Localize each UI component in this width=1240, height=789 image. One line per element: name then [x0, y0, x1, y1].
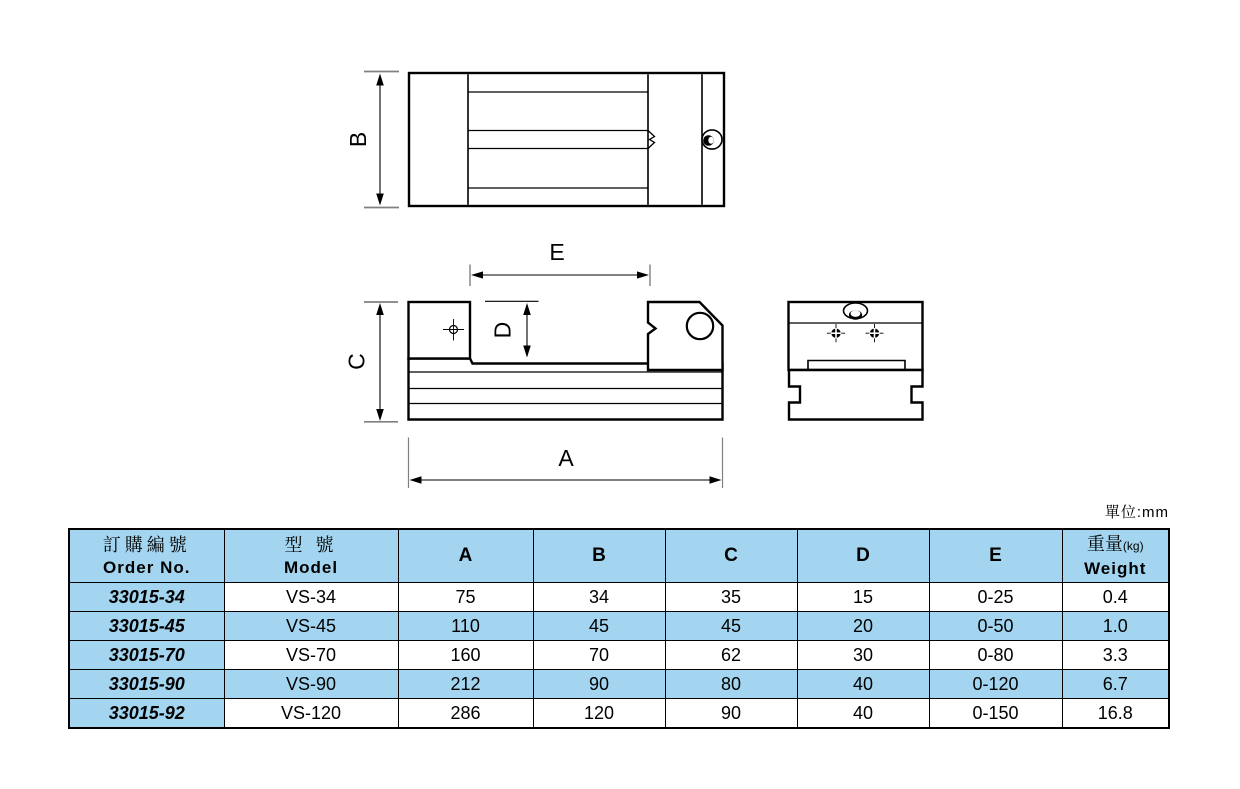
- cell-model: VS-120: [224, 699, 398, 729]
- arrowhead-left: [410, 476, 422, 484]
- dimension-e: [470, 239, 650, 286]
- end-view-base-outline: [789, 370, 923, 420]
- arrowhead-up: [376, 303, 384, 315]
- table-row: [69, 699, 1169, 729]
- header-row: [69, 529, 1169, 583]
- header-order-no-en: Order No.: [103, 558, 191, 577]
- end-view-drawing: [789, 302, 923, 420]
- header-weight-en: Weight: [1084, 559, 1147, 578]
- movable-jaw-screw-hole: [687, 313, 713, 339]
- header-model-en: Model: [283, 558, 339, 577]
- cell-b: 34: [533, 583, 665, 612]
- dim-label-e: E: [549, 239, 565, 265]
- cell-d: 15: [797, 583, 929, 612]
- arrowhead-right: [637, 271, 649, 278]
- dimension-c: [344, 302, 399, 422]
- cell-a: 160: [398, 641, 533, 670]
- header-dim-a: A: [398, 529, 533, 583]
- header-dim-d: D: [797, 529, 929, 583]
- cell-e: 0-80: [929, 641, 1062, 670]
- header-dim-e: E: [929, 529, 1062, 583]
- cell-c: 90: [665, 699, 797, 729]
- side-view-drawing: [344, 239, 723, 488]
- header-order-no-zh: 訂購編號: [102, 535, 191, 555]
- arrowhead-down: [376, 194, 384, 206]
- cell-e: 0-25: [929, 583, 1062, 612]
- table-row: [69, 583, 1169, 612]
- fixed-jaw-block: [409, 302, 471, 359]
- arrowhead-up: [523, 303, 531, 315]
- arrowhead-down: [523, 346, 531, 358]
- cell-model: VS-90: [224, 670, 398, 699]
- cell-weight: 0.4: [1062, 583, 1169, 612]
- top-view-drawing: [345, 72, 724, 208]
- cell-a: 212: [398, 670, 533, 699]
- cell-c: 62: [665, 641, 797, 670]
- cell-b: 90: [533, 670, 665, 699]
- dimension-d: [485, 301, 539, 357]
- cell-order-no: 33015-34: [69, 583, 224, 612]
- cell-a: 110: [398, 612, 533, 641]
- cell-b: 70: [533, 641, 665, 670]
- spec-table: [68, 528, 1170, 729]
- top-view-body-outline: [409, 73, 724, 206]
- cell-a: 286: [398, 699, 533, 729]
- cell-weight: 6.7: [1062, 670, 1169, 699]
- table-row: [69, 670, 1169, 699]
- cell-e: 0-50: [929, 612, 1062, 641]
- header-weight-zh-text: 重量: [1086, 534, 1123, 554]
- cell-order-no: 33015-45: [69, 612, 224, 641]
- dim-label-d: D: [489, 321, 516, 339]
- header-weight-unit: (kg): [1122, 539, 1144, 553]
- table-row: [69, 612, 1169, 641]
- arrowhead-down: [376, 409, 384, 421]
- table-row: [69, 641, 1169, 670]
- cell-d: 40: [797, 699, 929, 729]
- cell-b: 120: [533, 699, 665, 729]
- cell-b: 45: [533, 612, 665, 641]
- cell-c: 45: [665, 612, 797, 641]
- cell-weight: 16.8: [1062, 699, 1169, 729]
- end-view-screw-hole: [844, 303, 868, 320]
- cell-order-no: 33015-70: [69, 641, 224, 670]
- dim-label-c: C: [343, 353, 370, 370]
- header-weight: [1062, 529, 1169, 583]
- unit-note: 單位:mm: [1104, 504, 1169, 521]
- cell-weight: 3.3: [1062, 641, 1169, 670]
- cell-c: 80: [665, 670, 797, 699]
- end-screw-knob: [702, 130, 722, 149]
- cell-model: VS-45: [224, 612, 398, 641]
- header-dim-b: B: [533, 529, 665, 583]
- arrowhead-left: [471, 271, 483, 278]
- arrowhead-right: [710, 476, 722, 484]
- cell-order-no: 33015-92: [69, 699, 224, 729]
- cell-weight: 1.0: [1062, 612, 1169, 641]
- header-weight-zh: [1063, 532, 1169, 558]
- dimension-a: [409, 438, 723, 489]
- cell-d: 30: [797, 641, 929, 670]
- cell-d: 20: [797, 612, 929, 641]
- dim-label-a: A: [558, 445, 574, 471]
- cell-a: 75: [398, 583, 533, 612]
- header-order-no: [69, 529, 224, 583]
- header-model: [224, 529, 398, 583]
- cell-order-no: 33015-90: [69, 670, 224, 699]
- cell-model: VS-34: [224, 583, 398, 612]
- cell-d: 40: [797, 670, 929, 699]
- header-model-zh: 型 號: [284, 535, 338, 555]
- cell-c: 35: [665, 583, 797, 612]
- dim-label-b: B: [345, 131, 371, 148]
- dimension-b: [345, 72, 399, 208]
- movable-jaw-block: [648, 302, 723, 370]
- arrowhead-up: [376, 74, 384, 86]
- cell-e: 0-150: [929, 699, 1062, 729]
- header-dim-c: C: [665, 529, 797, 583]
- cell-e: 0-120: [929, 670, 1062, 699]
- cell-model: VS-70: [224, 641, 398, 670]
